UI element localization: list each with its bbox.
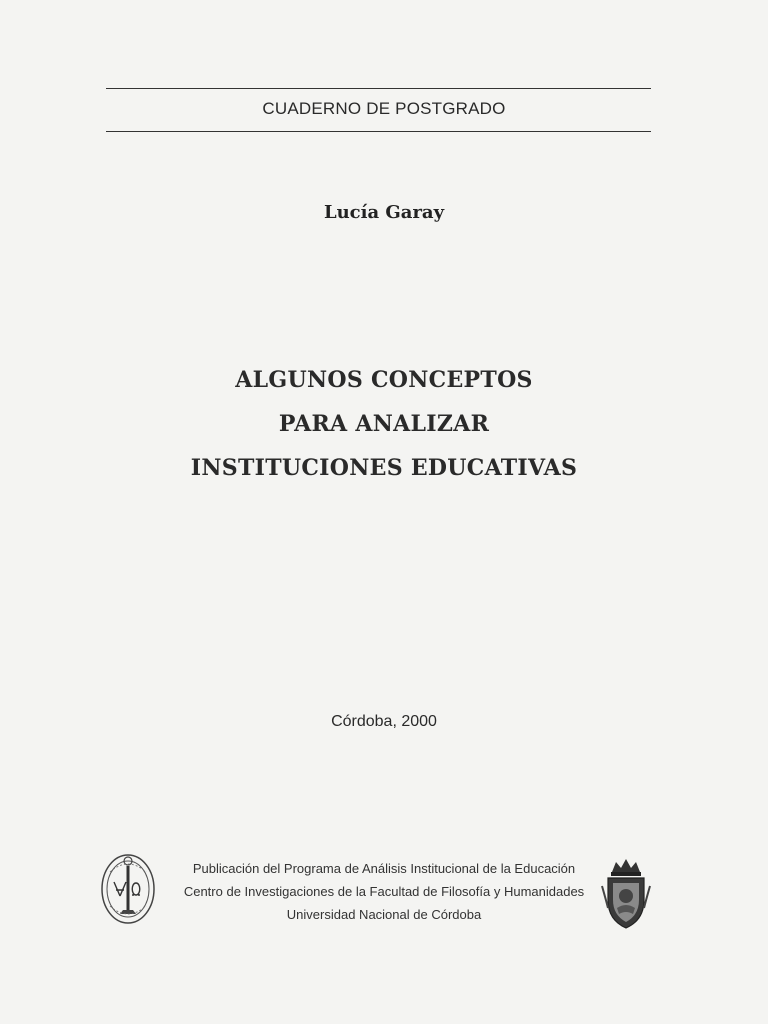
top-rule <box>106 88 651 89</box>
publication-line-3: Universidad Nacional de Córdoba <box>286 907 482 922</box>
publication-info <box>0 857 768 926</box>
title-line-1: ALGUNOS CONCEPTOS <box>235 367 533 393</box>
author-name: Lucía Garay <box>323 202 445 223</box>
place-and-date: Córdoba, 2000 <box>331 713 437 730</box>
publication-line-2: Centro de Investigaciones de la Facultad de Filosofía y Humanidades <box>183 884 585 899</box>
publication-line-1: Publicación del Programa de Análisis Institucional de la Educación <box>192 861 576 876</box>
series-underline-rule <box>106 131 651 132</box>
title-line-2: PARA ANALIZAR <box>278 411 490 437</box>
document-title <box>0 358 768 490</box>
university-crest-icon <box>600 856 652 930</box>
title-line-3: INSTITUCIONES EDUCATIVAS <box>190 455 578 481</box>
series-label: CUADERNO DE POSTGRADO <box>262 99 506 118</box>
